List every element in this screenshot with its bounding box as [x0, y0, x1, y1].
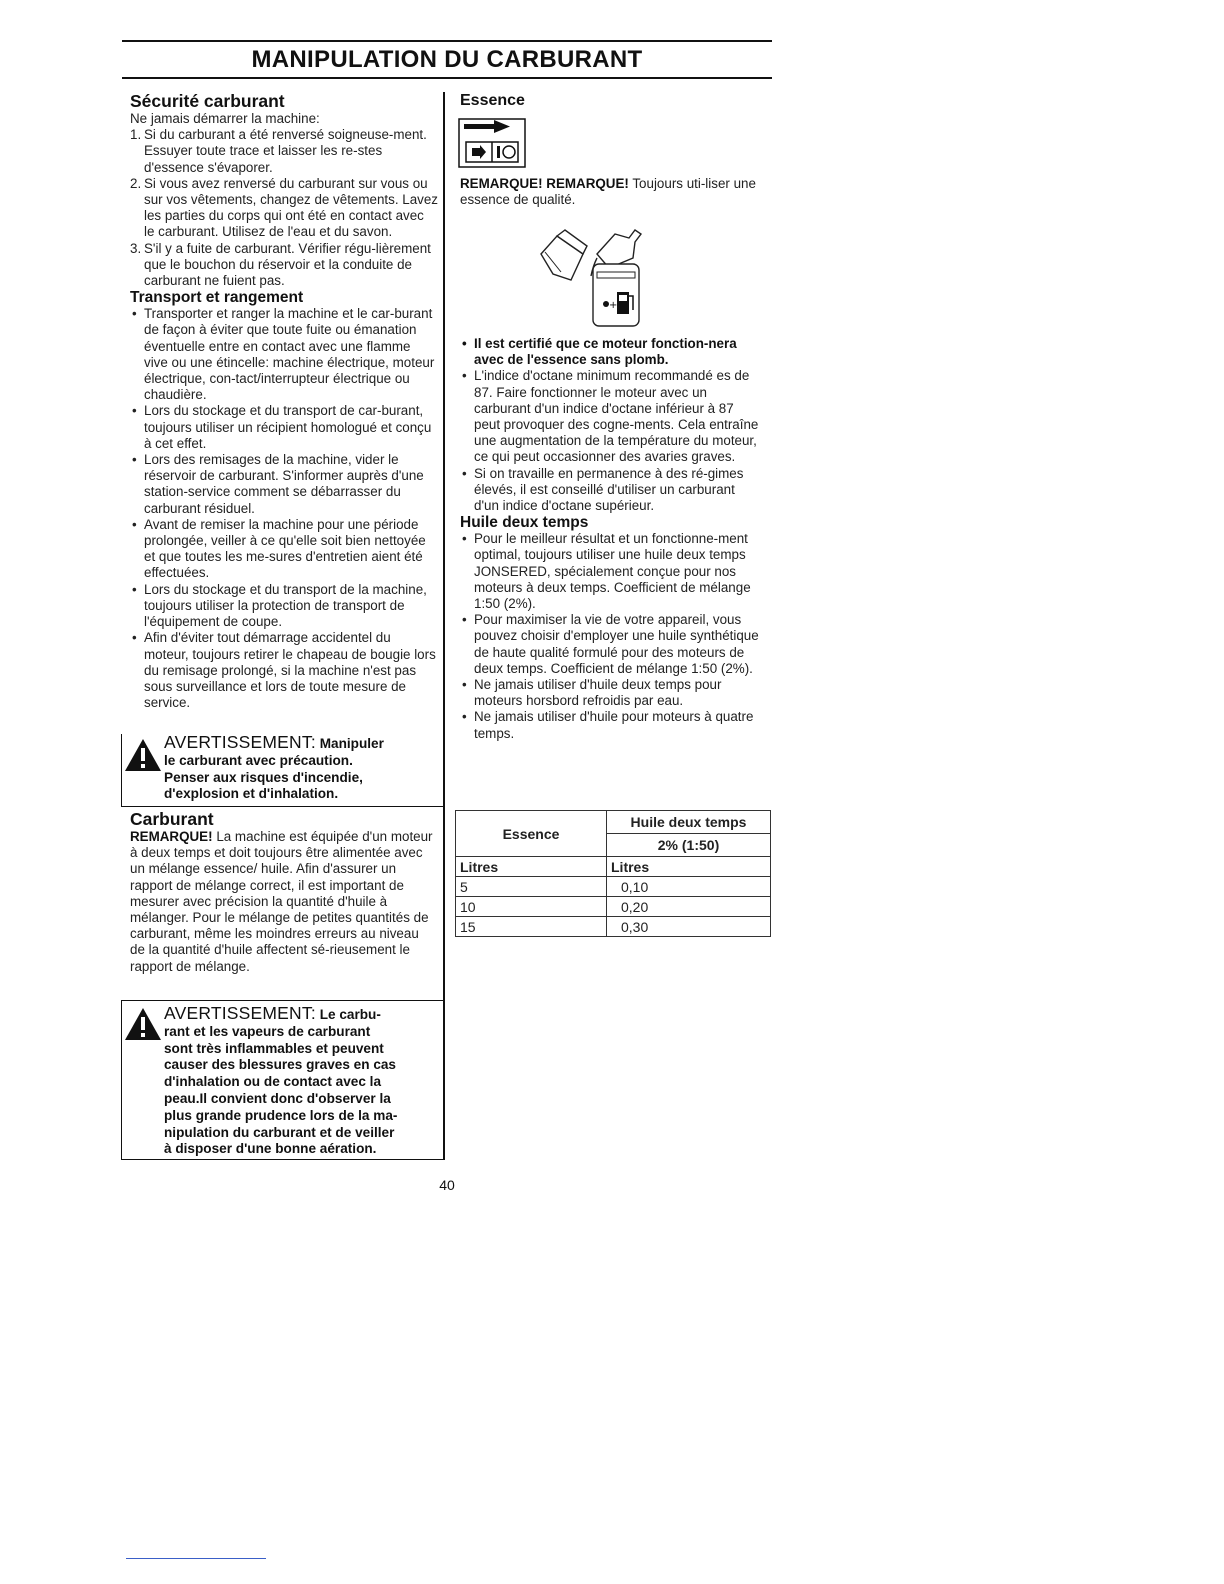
- securite-list: [130, 127, 438, 289]
- heading-huile: Huile deux temps: [460, 514, 589, 532]
- heading-carburant: Carburant: [130, 809, 214, 829]
- list-item: 2. Si vous avez renversé du carburant sur vous ou sur vos vêtements, changez de vêtements. Lavez les parties du corps qui ont été en contact avec le carburant. Utilisez de l'eau et du savon.: [130, 175, 439, 240]
- warning-line: causer des blessures graves en cas: [164, 1057, 396, 1073]
- list-item: • L'indice d'octane minimum recommandé es de 87. Faire fonctionner le moteur avec un carburant d'un indice d'octane inférieur à 87 peut provoquer des cogne-ments. Cela entraîne une augmentation de la température du moteur, ce qui peut occasionner des avaries graves.: [462, 368, 759, 465]
- top-rule: [122, 40, 772, 42]
- warning-label: AVERTISSEMENT:: [164, 732, 316, 752]
- list-item: • Lors du stockage et du transport de la machine, toujours utiliser la protection de transport de l'équipement de coupe.: [132, 581, 427, 630]
- warning-line: nipulation du carburant et de veiller: [164, 1124, 395, 1140]
- fuel-mixing-icon: [537, 224, 647, 330]
- essence-list: [460, 336, 762, 742]
- table-header-huile: Huile deux temps: [607, 811, 771, 834]
- title-underline: [122, 77, 772, 79]
- heading-transport: Transport et rangement: [130, 289, 304, 307]
- warning-line: d'explosion et d'inhalation.: [164, 786, 339, 802]
- warning-line: Penser aux risques d'incendie,: [164, 769, 363, 785]
- warning-line: le carburant avec précaution.: [164, 752, 353, 768]
- table-header-essence: Essence: [456, 811, 607, 857]
- table-unit: Litres: [607, 857, 771, 877]
- warning-line: rant et les vapeurs de carburant: [164, 1023, 371, 1039]
- warning-lead: Le carbu-: [319, 1007, 381, 1022]
- list-item: • Ne jamais utiliser d'huile pour moteurs à quatre temps.: [462, 709, 754, 741]
- list-item: • Ne jamais utiliser d'huile deux temps pour moteurs horsbord refroidis par eau.: [462, 677, 722, 709]
- list-item: • Lors du stockage et du transport de car-burant, toujours utiliser un récipient homologué et conçu à cet effet.: [132, 403, 432, 451]
- securite-intro: Ne jamais démarrer la machine:: [130, 111, 320, 126]
- warning-line: d'inhalation ou de contact avec la: [164, 1074, 382, 1090]
- list-item: • Il est certifié que ce moteur fonction-nera avec de l'essence sans plomb.: [462, 336, 737, 368]
- list-item: • Avant de remiser la machine pour une période prolongée, veiller à ce qu'elle soit bien nettoyée et que toutes les me-sures d'entretien aient été effectuées.: [132, 516, 426, 581]
- list-item: 3. S'il y a fuite de carburant. Vérifier régu-lièrement que le bouchon du réservoir et la conduite de carburant ne fuient pas.: [130, 240, 431, 289]
- warning-line: plus grande prudence lors de la ma-: [164, 1107, 398, 1123]
- list-item: • Lors des remisages de la machine, vider le réservoir de carburant. S'informer auprès d'une station-service comment se débarrasser du carburant résiduel.: [132, 452, 424, 516]
- heading-securite: Sécurité carburant: [130, 91, 285, 111]
- list-item: • Pour maximiser la vie de votre appareil, vous pouvez choisir d'employer une huile synthétique de haute qualité formulé pour des moteurs de deux temps. Coefficient de mélange 1:50 (2%).: [462, 612, 759, 676]
- transport-list: [130, 306, 438, 711]
- footer-link-line: [126, 1558, 266, 1559]
- list-item: • Si on travaille en permanence à des ré-gimes élevés, il est conseillé d'utiliser un carburant d'un indice d'octane supérieur.: [462, 465, 744, 514]
- left-column: [130, 91, 438, 711]
- table-row: 10 0,20: [456, 897, 771, 917]
- table-row: 5 0,10: [456, 877, 771, 897]
- list-item: • Pour le meilleur résultat et un fonctionne-ment optimal, toujours utiliser une huile deux temps JONSERED, spécialement conçue pour nos moteurs à deux temps. Coefficient de mélange 1:50 (2%).: [462, 531, 751, 612]
- warning-line: à disposer d'une bonne aération.: [164, 1141, 377, 1157]
- carburant-text: REMARQUE! La machine est équipée d'un moteur à deux temps et doit toujours être alimentée avec un mélange essence/ huile. Afin d'assurer un rapport de mélange correct, il est important de mesurer avec précision la quantité d'huile à mélanger. Pour le mélange de petites quantités de carburant, même les moindres erreurs au niveau de la quantité d'huile affectent sé-rieusement le rapport de mélange.: [130, 829, 433, 974]
- warning-triangle-icon: [124, 1007, 162, 1041]
- warning-triangle-icon: [124, 738, 162, 772]
- warning-box-1: [121, 734, 444, 807]
- page-title: MANIPULATION DU CARBURANT: [251, 46, 643, 73]
- table-unit: Litres: [456, 857, 607, 877]
- page-number: 40: [439, 1177, 455, 1193]
- list-item: • Afin d'éviter tout démarrage accidentel du moteur, toujours retirer le chapeau de bougie lors du remisage prolongé, si la machine n'est pas sous surveillance et lors de toute mesure de service.: [132, 630, 436, 711]
- heading-essence: Essence: [460, 92, 525, 109]
- table-header-ratio: 2% (1:50): [607, 834, 771, 857]
- essence-remark: REMARQUE! REMARQUE! Toujours uti-liser une essence de qualité.: [460, 176, 756, 208]
- warning-box-2: [121, 1000, 444, 1160]
- svg-text:+: +: [609, 300, 618, 311]
- list-item: 1. Si du carburant a été renversé soigneuse-ment. Essuyer toute trace et laisser les re-stes d'essence s'évaporer.: [130, 127, 427, 175]
- fuel-pump-symbol-icon: [458, 118, 526, 168]
- list-item: • Transporter et ranger la machine et le car-burant de façon à éviter que toute fuite ou émanation éventuelle entre en contact avec une flamme vive ou une étincelle: machine électrique, moteur électrique, con-tact/interrupteur électrique ou chaudière.: [132, 306, 435, 403]
- fuel-mix-table: [455, 810, 771, 937]
- warning-line: sont très inflammables et peuvent: [164, 1040, 384, 1056]
- carburant-section: [130, 809, 436, 975]
- warning-lead: Manipuler: [319, 736, 384, 751]
- table-row: 15 0,30: [456, 917, 771, 937]
- warning-line: peau.Il convient donc d'observer la: [164, 1090, 391, 1106]
- warning-label: AVERTISSEMENT:: [164, 1003, 316, 1023]
